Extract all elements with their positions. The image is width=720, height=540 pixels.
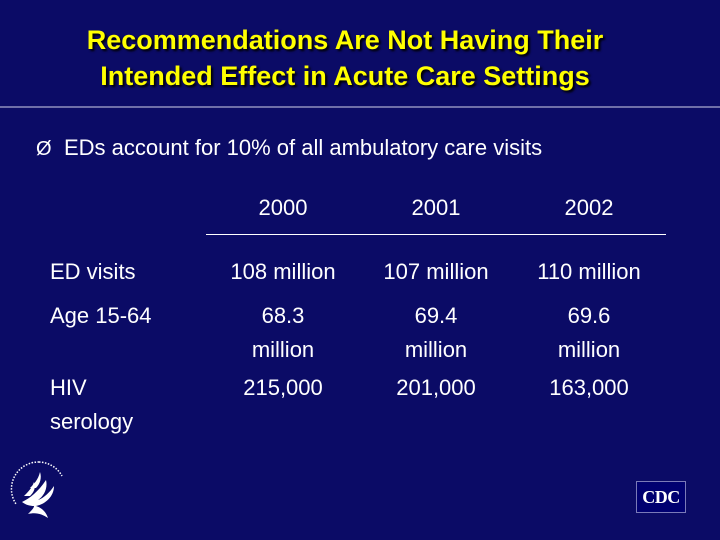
- cell-age-2000: [208, 299, 358, 367]
- title-line-2: Intended Effect in Acute Care Settings: [100, 61, 590, 91]
- cell-age-2002-value: 69.6: [567, 303, 611, 328]
- cell-age-2000-value: 68.3: [261, 303, 305, 328]
- column-header-2001: 2001: [411, 195, 461, 220]
- cell-age-2002: [514, 299, 664, 367]
- bullet-point: [36, 133, 542, 164]
- column-header-2002: 2002: [564, 195, 614, 220]
- cell-age-2001-unit: million: [404, 337, 468, 362]
- cell-hiv-2001: 201,000: [396, 375, 476, 400]
- cell-age-2000-unit: million: [251, 337, 315, 362]
- header-divider: [206, 234, 666, 235]
- cdc-logo: CDC: [636, 481, 686, 513]
- row-label-ed-visits: ED visits: [50, 259, 136, 284]
- row-label-hiv-line2: serology: [50, 409, 134, 434]
- hhs-eagle-seal-icon: [8, 458, 70, 524]
- cell-ed-visits-2001: 107 million: [383, 259, 489, 284]
- cell-age-2002-unit: million: [557, 337, 621, 362]
- bullet-text: EDs account for 10% of all ambulatory care visits: [64, 135, 543, 160]
- cell-hiv-2000: 215,000: [243, 375, 323, 400]
- title-divider: [0, 106, 720, 108]
- cell-age-2001-value: 69.4: [414, 303, 458, 328]
- row-label-hiv-line1: HIV: [50, 375, 87, 400]
- cell-hiv-2002: 163,000: [549, 375, 629, 400]
- cell-ed-visits-2000: 108 million: [230, 259, 336, 284]
- row-label-age: Age 15-64: [50, 303, 152, 328]
- title-line-1: Recommendations Are Not Having Their: [86, 25, 604, 55]
- slide-title: [0, 22, 690, 94]
- row-label-hiv-serology: [50, 371, 133, 439]
- column-header-2000: 2000: [258, 195, 308, 220]
- cell-age-2001: [361, 299, 511, 367]
- cell-ed-visits-2002: 110 million: [537, 259, 641, 284]
- bullet-arrow-icon: Ø: [36, 138, 52, 160]
